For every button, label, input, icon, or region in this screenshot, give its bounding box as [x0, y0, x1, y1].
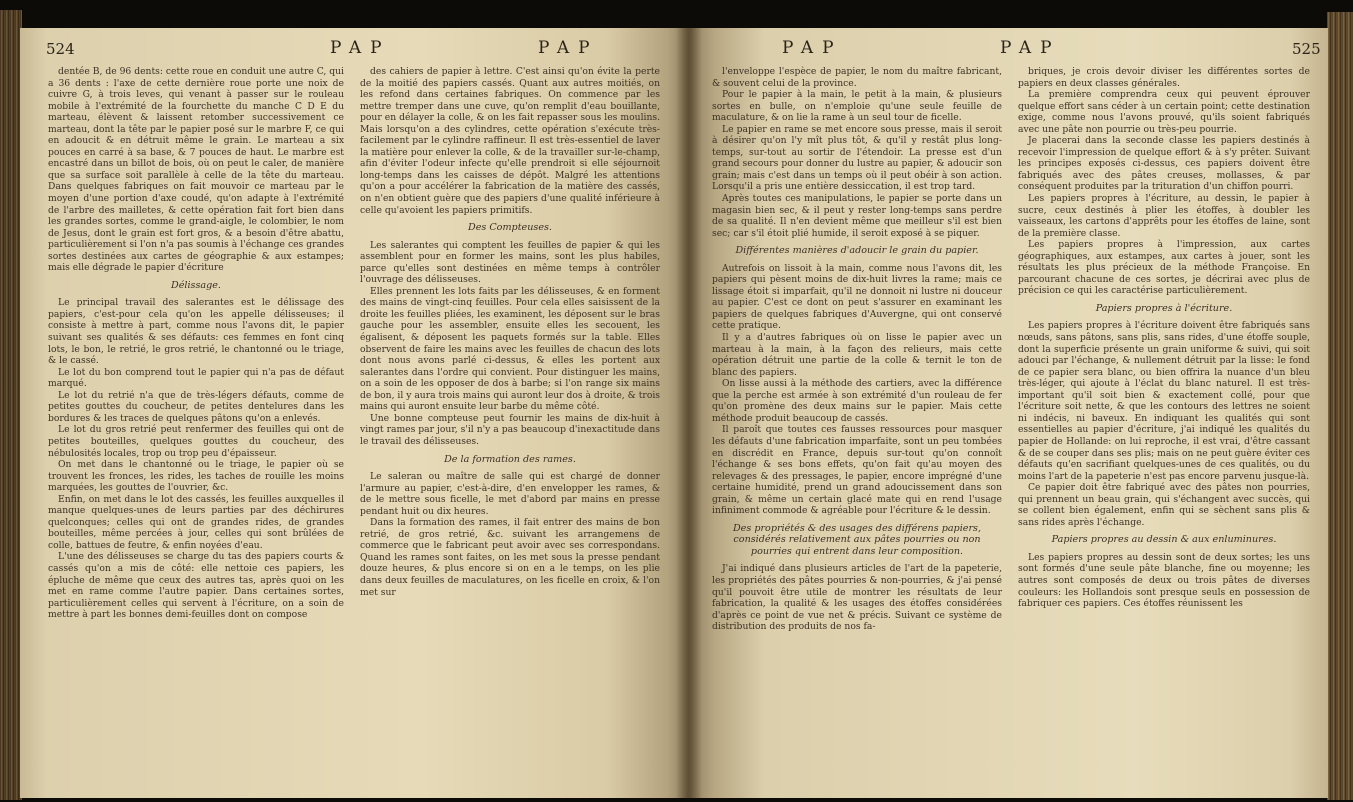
book-gutter	[676, 28, 702, 798]
left-column-1	[48, 66, 344, 621]
paragraph: Pour le papier à la main, le petit à la main, & plusieurs sortes en bulle, on n'emploie qu'une seule feuille de maculature, & on lie la rame à un seul tour de ficelle.	[712, 89, 1002, 124]
paragraph: Les salerantes qui comptent les feuilles de papier & qui les assemblent pour en former les mains, sont les plus habiles, parce qu'elles sont destinées en même temps à contrôler l'ouvrage des délisseuses.	[360, 239, 660, 286]
paragraph: Après toutes ces manipulations, le papier se porte dans un magasin bien sec, & il peut y rester long-temps sans perdre de sa qualité. Il n'en devient même que meilleur s'il est bien sec; car s'il étoit plié humide, il seroit exposé à se piquer.	[712, 193, 1002, 239]
paragraph: des cahiers de papier à lettre. C'est ainsi qu'on évite la perte de la moitié des papiers cassés. Quant aux autres moitiés, on les refond dans certaines fabriques. On commence par les mettre tremper dans une cuve, qu'on remplit d'eau bouillante, pour en délayer la colle, & on les fait repasser sous les moulins. Mais lorsqu'on a des cylindres, cette opération s'exécute très-facilement par le cylindre raffineur. Il est très-essentiel de laver la matière pour enlever la colle, & de la travailler sur-le-champ, afin d'éviter l'odeur infecte qu'elle prendroit si elle séjournoit long-temps dans les caisses de dépôt. Malgré les attentions qu'on a pour accélérer la fabrication de la matière des cassés, on n'en obtient guère que des papiers d'une qualité inférieure à celle qu'avoient les papiers primitifs.	[360, 66, 660, 216]
paragraph: Il y a d'autres fabriques où on lisse le papier avec un marteau à la main, à la façon des relieurs, mais cette opération détruit une partie de la colle & ternit le ton de blanc des papiers.	[712, 332, 1002, 378]
paragraph: l'enveloppe l'espèce de papier, le nom du maître fabricant, & souvent celui de la province.	[712, 66, 1002, 89]
left-running-head-1: PAP	[330, 38, 391, 58]
paragraph: Le papier en rame se met encore sous presse, mais il seroit à désirer qu'on l'y mît plus tôt, & qu'il y restât plus long-temps, sur-tout au sortir de l'étendoir. La presse est d'un grand secours pour donner du lustre au papier, & adoucir son grain; mais c'est dans un temps où il peut obéir à son action. Lorsqu'il a pris une entière dessiccation, il est trop tard.	[712, 123, 1002, 193]
paragraph: Dans la formation des rames, il fait entrer des mains de bon retrié, de gros retrié, &c. suivant les arrangemens de commerce que le fabricant peut avoir avec ses correspondans. Quand les rames sont faites, on les met sous la presse pendant douze heures, & plus encore si on en a le temps, on les plie dans deux feuilles de maculatures, on les ficelle en croix, & l'on met sur	[360, 517, 660, 598]
paragraph: On met dans le chantonné ou le triage, le papier où se trouvent les fronces, les rides, les taches de rouille les moins marquées, les gouttes de l'ouvrier, &c.	[48, 459, 344, 494]
paragraph: Elles prennent les lots faits par les délisseuses, & en forment des mains de vingt-cinq feuilles. Pour cela elles saisissent de la droite les feuilles pliées, les examinent, les déposent sur le bras gauche pour les assembler, ensuite elles les secouent, les égalisent, & déposent les paquets formés sur la table. Elles observent de faire les mains avec les feuilles de chacun des lots dont nous avons parlé ci-dessus, & elles les portent aux salerantes dans l'ordre qui convient. Pour distinguer les mains, on a soin de les opposer de dos à barbe; si l'on range six mains de bon, il y aura trois mains qui auront leur dos à droite, & trois mains qui auront ensuite leur barbe du même côté.	[360, 285, 661, 413]
paragraph: J'ai indiqué dans plusieurs articles de l'art de la papeterie, les propriétés des pâtes pourries & non-pourries, & j'ai pensé qu'il pouvoit être utile de montrer les résultats de leur fabrication, la qualité & les usages des étoffes considérées d'après ce point de vue net & précis. Suivant ce système de distribution des produits de nos fa-	[712, 563, 1002, 633]
right-column-1	[712, 66, 1002, 633]
paragraph: Le lot du bon comprend tout le papier qui n'a pas de défaut marqué.	[48, 366, 344, 390]
paragraph: Enfin, on met dans le lot des cassés, les feuilles auxquelles il manque quelques-unes de leurs parties par des déchirures quelconques; celles qui ont de grandes rides, de grandes bouteilles, même percées à jour, celles qui sont brûlées de colle, battues de feutre, & enfin noyées d'eau.	[48, 493, 344, 551]
paragraph: Le lot du retrié n'a que de très-légers défauts, comme de petites gouttes du coucheur, de petites dentelures dans les bordures & les traces de quelques pâtons qu'on a enlevés.	[48, 389, 344, 424]
right-running-head-2: PAP	[1000, 38, 1061, 58]
right-page-edges	[1327, 12, 1353, 800]
section-heading: Papiers propres au dessin & aux enluminures.	[1051, 534, 1277, 546]
left-running-head-2: PAP	[538, 38, 599, 58]
paragraph: On lisse aussi à la méthode des cartiers, avec la différence que la perche est armée à son extrémité d'un rouleau de fer qu'on promène des deux mains sur le papier. Mais cette méthode produit beaucoup de cassés.	[712, 378, 1002, 424]
paragraph: briques, je crois devoir diviser les différentes sortes de papiers en deux classes générales.	[1018, 66, 1310, 89]
paragraph: Le lot du gros retrié peut renfermer des feuilles qui ont de petites bouteilles, quelques gouttes du coucheur, des nébulosités locales, trop ou trop peu d'épaisseur.	[48, 424, 344, 459]
paragraph: Il paroît que toutes ces fausses ressources pour masquer les défauts d'une fabrication imparfaite, sont un peu tombées en discrédit en France, depuis sur-tout qu'on connoît l'échange & ses bons effets, qu'on fait qu'au moyen des relevages & des pressages, le papier, encore imprégné d'une certaine humidité, prend un grand adoucissement dans son grain, & même un certain glacé mate qui en rend l'usage infiniment commode & agréable pour l'écriture & le dessin.	[712, 424, 1002, 517]
paragraph: Je placerai dans la seconde classe les papiers destinés à recevoir l'impression de quelque effort & à s'y prêter. Suivant les principes exposés ci-dessus, ces papiers doivent être fabriqués avec des pâtes creuses, mollasses, & par conséquent produites par la trituration d'un chiffon pourri.	[1018, 135, 1310, 193]
paragraph: Les papiers propres à l'impression, aux cartes géographiques, aux estampes, aux cartes à jouer, sont les résultats les plus précieux de la méthode Françoise. En parcourant chacune de ces sortes, je décrirai avec plus de précision ce qui les caractérise particulièrement.	[1018, 239, 1310, 297]
paragraph: Le saleran ou maître de salle qui est chargé de donner l'armure au papier, c'est-à-dire, d'en envelopper les rames, & de le mettre sous ficelle, le met d'abord par mains en presse pendant huit ou dix heures.	[360, 471, 660, 517]
right-column-2	[1018, 66, 1310, 610]
right-running-head-1: PAP	[782, 38, 843, 58]
left-page-edges	[0, 10, 22, 800]
paragraph: Autrefois on lissoit à la main, comme nous l'avons dit, les papiers qui pèsent moins de dix-huit livres la rame; mais ce lissage étoit si imparfait, qu'il ne donnoit ni lustre ni douceur au papier. C'est ce dont on peut s'assurer en examinant les papiers de quelques fabriques d'Auvergne, qui ont conservé cette pratique.	[712, 262, 1002, 332]
section-heading: Différentes manières d'adoucir le grain du papier.	[735, 245, 979, 257]
paragraph: La première comprendra ceux qui peuvent éprouver quelque effort sans céder à un certain point; cette destination exige, comme nous l'avons prouvé, qu'ils soient fabriqués avec une pâte non pourrie ou très-peu pourrie.	[1018, 89, 1310, 135]
paragraph: Ce papier doit être fabriqué avec des pâtes non pourries, qui prennent un beau grain, qui s'échangent avec succès, qui se collent bien également, enfin qui se sèchent sans plis & sans rides après l'échange.	[1018, 482, 1310, 528]
paragraph: Les papiers propres à l'écriture, au dessin, le papier à sucre, ceux destinés à plier les étoffes, à doubler les vaisseaux, les cartons d'apprêts pour les étoffes de laine, sont de la première classe.	[1018, 193, 1310, 239]
paragraph: L'une des délisseuses se charge du tas des papiers courts & cassés qu'on a mis de côté: elle nettoie ces papiers, les épluche de même que ceux des autres tas, après quoi on les met en rame comme l'autre papier. Dans certaines sortes, particulièrement celles qui servent à l'écriture, on a soin de mettre à part les bonnes demi-feuilles dont on compose	[48, 551, 344, 621]
paragraph: Une bonne compteuse peut fournir les mains de dix-huit à vingt rames par jour, s'il n'y a pas beaucoup d'inexactitude dans le travail des délisseuses.	[360, 412, 660, 447]
paragraph: Les papiers propres au dessin sont de deux sortes; les uns sont formés d'une seule pâte blanche, fine ou moyenne; les autres sont composés de deux ou trois pâtes de diverses couleurs: les Hollandois sont presque seuls en possession de fabriquer ces papiers. Ces étoffes réunissent les	[1018, 551, 1310, 610]
right-page-number: 525	[1292, 40, 1321, 58]
paragraph: dentée B, de 96 dents: cette roue en conduit une autre C, qui a 36 dents : l'axe de cette dernière roue porte une noix de cuivre G, à trois leves, qui venant à passer sur le rouleau mobile à l'extrémité de la fourchette du manche C D E du marteau, élèvent & laissent retomber successivement ce marteau, dont la tête par le papier posé sur le marbre F, ce qui en adoucit & en détruit même le grain. Le marteau a six pouces en carré à sa base, & 7 pouces de haut. Le marbre est encastré dans un billot de bois, où on peut le caler, de manière que sa surface soit parallèle à celle de la tête du marteau. Dans quelques fabriques on fait mouvoir ce marteau par le moyen d'une portion d'axe coudé, qu'on adapte à l'extrémité de l'arbre des mailletes, & cette opération fait fort bien dans les grandes sortes, comme le grand-aigle, le colombier, le nom de Jesus, dont le grain est fort gros, & a besoin d'être abattu, particulièrement si l'on n'a pas soumis à l'échange ces grandes sortes destinées aux cartes de géographie & aux estampes; mais elle dégrade le papier d'écriture	[48, 66, 344, 274]
section-heading: Délissage.	[171, 279, 221, 291]
section-heading: Papiers propres à l'écriture.	[1095, 302, 1233, 314]
paragraph: Le principal travail des salerantes est le délissage des papiers, c'est-pour cela qu'on les appelle délisseuses; il consiste à mettre à part, comme nous l'avons dit, le papier suivant ses qualités & ses défauts: ces femmes en font cinq lots, le bon, le retrié, le gros retrié, le chantonné ou le triage, & le cassé.	[48, 297, 344, 367]
section-heading: Des Compteuses.	[468, 222, 552, 234]
section-heading: De la formation des rames.	[444, 453, 576, 465]
left-page-number: 524	[46, 40, 75, 58]
paragraph: Les papiers propres à l'écriture doivent être fabriqués sans nœuds, sans pâtons, sans plis, sans rides, d'une étoffe souple, dont la superficie présente un grain uniforme & suivi, qui soit adouci par l'échange, & nullement détruit par la lisse: le fond de ce papier sera blanc, ou bien offrira la nuance d'un bleu très-léger, qui ajoute à l'éclat du blanc naturel. Il est très-important qu'il soit bien & exactement collé, pour que l'écriture soit nette, & que les contours des lettres ne soient ni indécis, ni baveux. En indiquant les qualités qui sont essentielles au papier d'écriture, j'ai indiqué les qualités du papier de Hollande: on lui reproche, il est vrai, d'être cassant & de se couper dans ses plis; mais on ne peut guère éviter ces défauts qu'en sacrifiant quelques-unes de ces qualités, ou du moins l'art de la papeterie n'est pas encore parvenu jusque-là.	[1018, 320, 1310, 482]
left-column-2	[360, 66, 660, 598]
section-heading: Des propriétés & des usages des différens papiers, considérés relativement aux pâtes pourries ou non pourries qui entrent dans leur composition.	[732, 522, 982, 557]
